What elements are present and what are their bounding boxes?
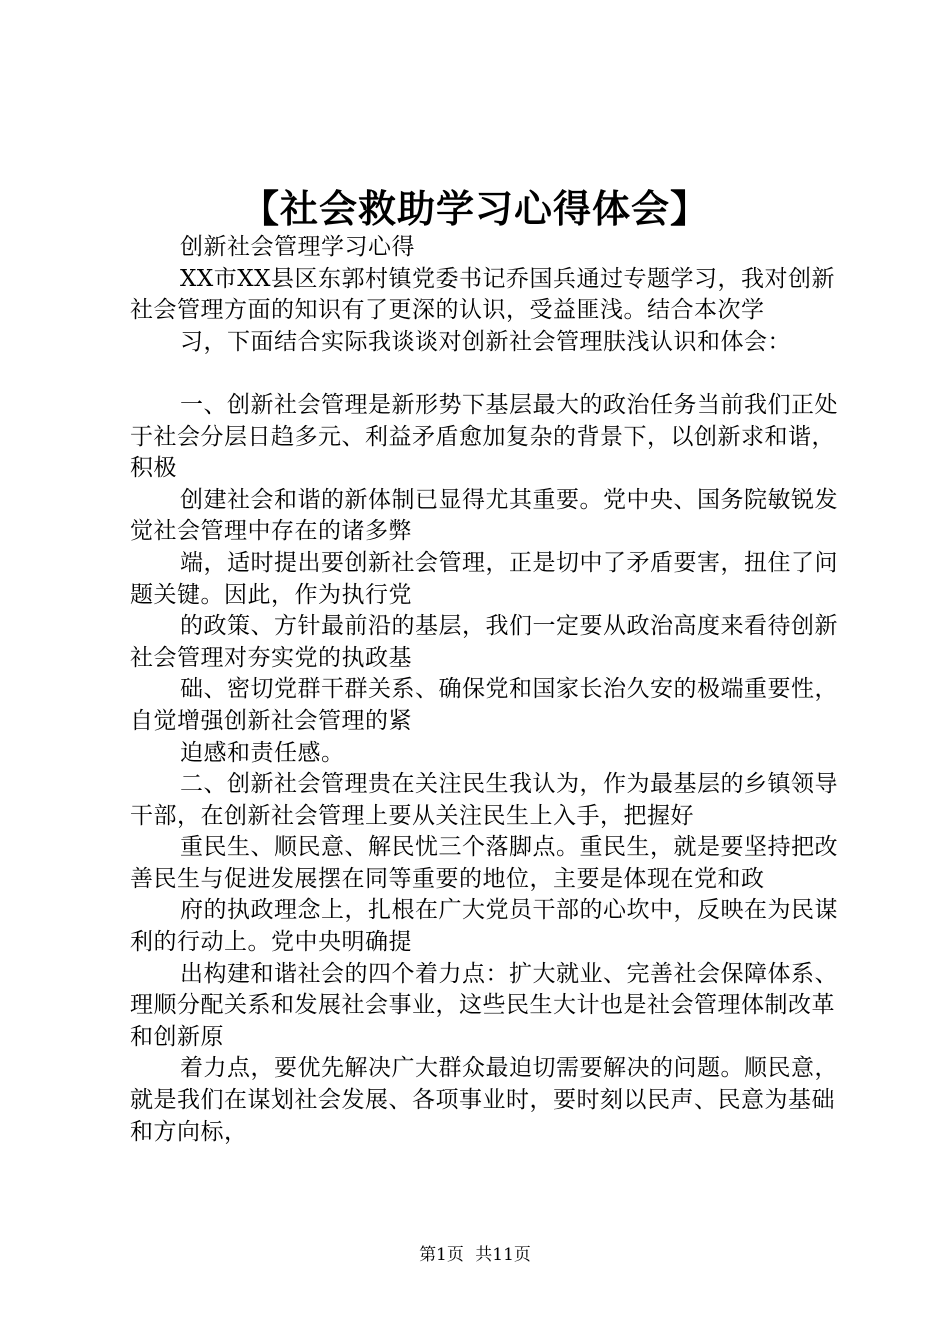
page-footer (0, 1244, 950, 1266)
paragraph: 创新社会管理学习心得 (180, 234, 415, 260)
paragraph: 府的执政理念上，扎根在广大党员干部的心坎中，反映在为民谋利的行动上。党中央明确提 (130, 897, 838, 956)
blank-line (130, 358, 842, 390)
paragraph: 的政策、方针最前沿的基层，我们一定要从政治高度来看待创新社会管理对夯实党的执政基 (130, 613, 838, 671)
paragraph: 迫感和责任感。 (180, 739, 345, 766)
page-total: 共11页 (475, 1245, 531, 1265)
paragraph: 一、创新社会管理是新形势下基层最大的政治任务当前我们正处于社会分层日趋多元、利益矛盾愈加复杂的背景下，以创新求和谐，积极 (130, 391, 838, 482)
paragraph: 习，下面结合实际我谈谈对创新社会管理肤浅认识和体会： (180, 328, 791, 355)
paragraph: 创建社会和谐的新体制已显得尤其重要。党中央、国务院敏锐发觉社会管理中存在的诸多弊 (130, 486, 838, 545)
document-title: 【社会救助学习心得体会】 (240, 186, 709, 231)
paragraph: 端，适时提出要创新社会管理，正是切中了矛盾要害，扭住了问题关键。因此，作为执行党 (130, 549, 838, 608)
paragraph: 础、密切党群干群关系、确保党和国家长治久安的极端重要性，自觉增强创新社会管理的紧 (130, 676, 838, 734)
paragraph: 二、创新社会管理贵在关注民生我认为，作为最基层的乡镇领导干部，在创新社会管理上要从关注民生上入手，把握好 (130, 771, 838, 829)
paragraph: 着力点，要优先解决广大群众最迫切需要解决的问题。顺民意，就是我们在谋划社会发展、各项事业时，要时刻以民声、民意为基础和方向标， (130, 1055, 838, 1145)
paragraph: 出构建和谐社会的四个着力点：扩大就业、完善社会保障体系、理顺分配关系和发展社会事业，这些民生大计也是社会管理体制改革和创新原 (130, 960, 838, 1050)
page-number: 第1页 (419, 1245, 464, 1265)
paragraph: 重民生、顺民意、解民忧三个落脚点。重民生，就是要坚持把改善民生与促进发展摆在同等重要的地位，主要是体现在党和政 (130, 834, 838, 892)
document-body (130, 232, 842, 1148)
paragraph: XX市XX县区东郭村镇党委书记乔国兵通过专题学习，我对创新社会管理方面的知识有了更深的认识，受益匪浅。结合本次学 (130, 265, 835, 324)
